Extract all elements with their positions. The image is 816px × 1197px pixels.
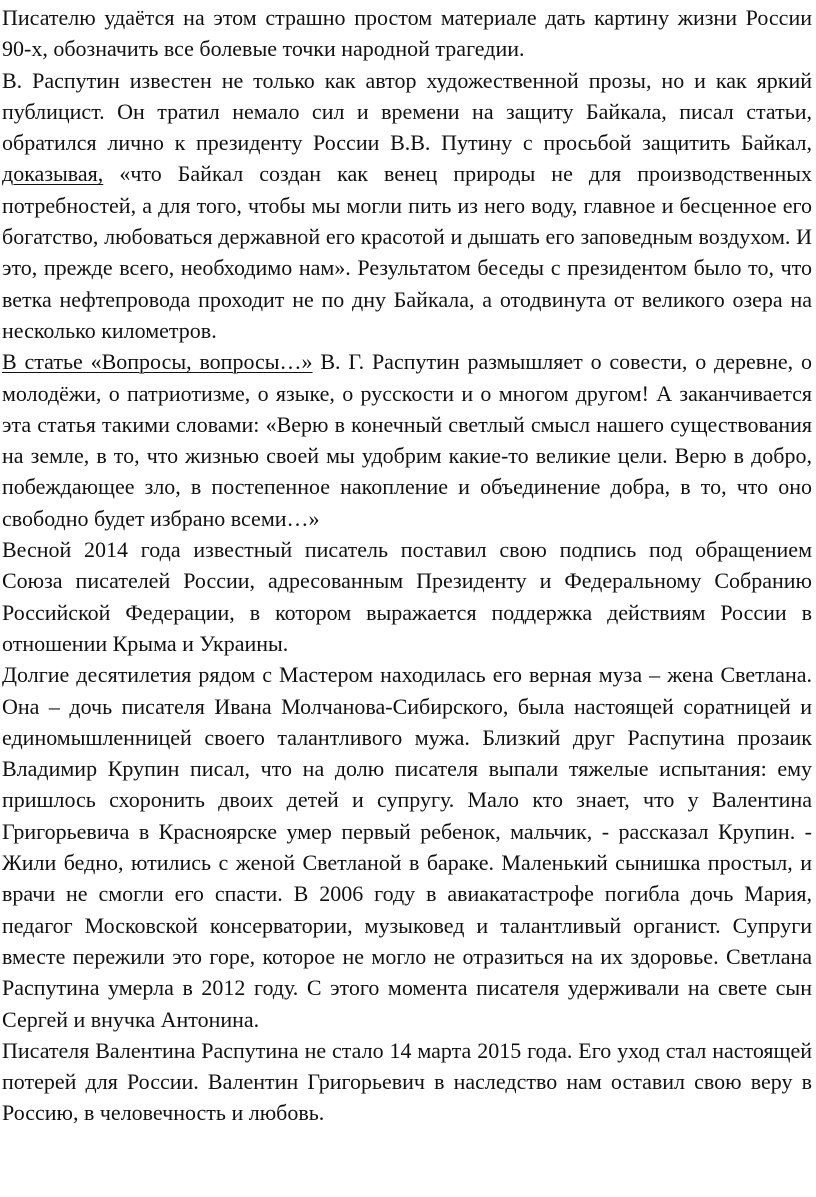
paragraph-2014-appeal [2, 534, 812, 659]
paragraph-text: «что Байкал создан как венец природы не для производственных потребностей, а для того, чтобы мы могли пить из него воду, главное и бесценное его богатство, любоваться державной его красотой и дышать его заповедным воздухом. И это, прежде всего, необходимо нам». Результатом беседы с президентом было то, что ветка нефтепровода проходит не по дну Байкала, а отодвинута от великого озера на несколько километров. [2, 161, 812, 343]
paragraph-text: Долгие десятилетия рядом с Мастером находилась его верная муза – жена Светлана. Она – дочь писателя Ивана Молчанова-Сибирского, была настоящей соратницей и единомышленницей своего талантливого мужа. Близкий друг Распутина прозаик Владимир Крупин писал, что на долю писателя выпали тяжелые испытания: ему пришлось схоронить двоих детей и супругу. Мало кто знает, что у Валентина Григорьевича в Красноярске умер первый ребенок, мальчик, - рассказал Крупин. - Жили бедно, ютились с женой Светланой в бараке. Маленький сынишка простыл, и врачи не смогли его спасти. В 2006 году в авиакатастрофе погибла дочь Мария, педагог Московской консерватории, музыковед и талантливый органист. Супруги вместе пережили это горе, которое не могло не отразиться на их здоровье. Светлана Распутина умерла в 2012 году. С этого момента писателя удерживали на свете сын Сергей и внучка Антонина. [2, 662, 812, 1032]
paragraph-text: В. Г. Распутин размышляет о совести, о деревне, о молодёжи, о патриотизме, о языке, о русскости и о многом другом! А заканчивается эта статья такими словами: «Верю в конечный светлый смысл нашего существования на земле, в то, что жизнью своей мы удобрим какие-то великие цели. Верю в добро, побеждающее зло, в постепенное накопление и объединение добра, в то, что оно свободно будет избрано всеми…» [2, 349, 813, 531]
paragraph-text: Писателю удаётся на этом страшно простом материале дать картину жизни России 90-х, обозначить все болевые точки народной трагедии. [2, 5, 812, 62]
paragraph-wife-svetlana [2, 659, 812, 1035]
paragraph-text: Писателя Валентина Распутина не стало 14 марта 2015 года. Его уход стал настоящей потерей для России. Валентин Григорьевич в наследство нам оставил свою веру в Россию, в человечность и любовь. [2, 1037, 812, 1126]
paragraph-text: Весной 2014 года известный писатель поставил свою подпись под обращением Союза писателей России, адресованным Президенту и Федеральному Собранию Российской Федерации, в котором выражается поддержка действиям России в отношении Крыма и Украины. [2, 537, 812, 656]
paragraph-baikal-publicist [2, 65, 812, 347]
paragraph-text: В. Распутин известен не только как автор художественной прозы, но и как яркий публицист. Он тратил немало сил и времени на защиту Байкала, писал статьи, обратился лично к президенту России В.В. Путину с просьбой защитить Байкал, [2, 67, 812, 156]
underlined-word-dokazyvaya: доказывая, [2, 161, 104, 187]
paragraph-death-2015 [2, 1035, 812, 1129]
paragraph-90s-tragedy [2, 2, 812, 65]
paragraph-questions-article [2, 346, 812, 534]
underlined-article-title: В статье «Вопросы, вопросы…» [2, 349, 313, 375]
